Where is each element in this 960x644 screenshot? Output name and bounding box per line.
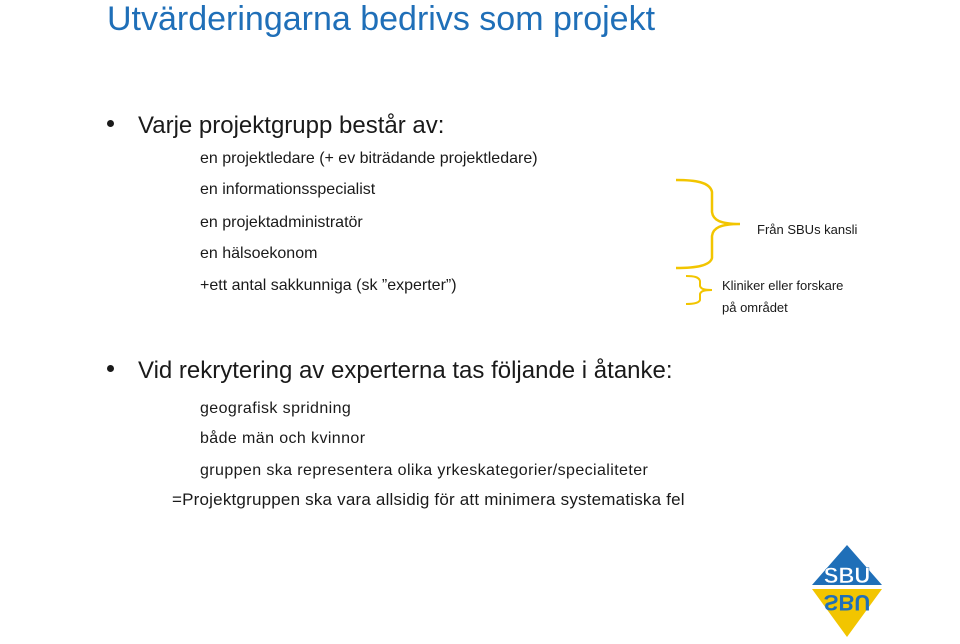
annotation-experts-line2: på området	[722, 300, 788, 315]
criteria-item: både män och kvinnor	[200, 430, 366, 447]
bullet-dot	[107, 365, 114, 372]
bullet-1-text: Varje projektgrupp består av:	[138, 112, 445, 139]
bullet-2	[107, 357, 673, 385]
annotation-kansli: Från SBUs kansli	[757, 222, 858, 237]
conclusion-text: =Projektgruppen ska vara allsidig för att minimera systematiska fel	[172, 490, 685, 509]
brace-kansli	[676, 180, 740, 268]
member-item: en hälsoekonom	[200, 245, 318, 262]
member-item: en projektledare (+ ev biträdande projektledare)	[200, 150, 538, 167]
member-item: en projektadministratör	[200, 214, 363, 231]
brace-experts	[686, 276, 712, 304]
logo-text-mirror: SBU	[823, 590, 871, 615]
sbu-logo	[812, 545, 882, 640]
annotation-experts-line1: Kliniker eller forskare	[722, 278, 844, 293]
criteria-item: gruppen ska representera olika yrkeskategorier/specialiteter	[200, 462, 649, 479]
member-item: en informationsspecialist	[200, 181, 376, 198]
criteria-item: geografisk spridning	[200, 400, 352, 417]
member-item: +ett antal sakkunniga (sk ”experter”)	[200, 277, 457, 294]
slide-title: Utvärderingarna bedrivs som projekt	[107, 0, 656, 38]
bullet-2-text: Vid rekrytering av experterna tas följande i åtanke:	[138, 357, 673, 384]
logo-text-top: SBU	[823, 563, 871, 588]
